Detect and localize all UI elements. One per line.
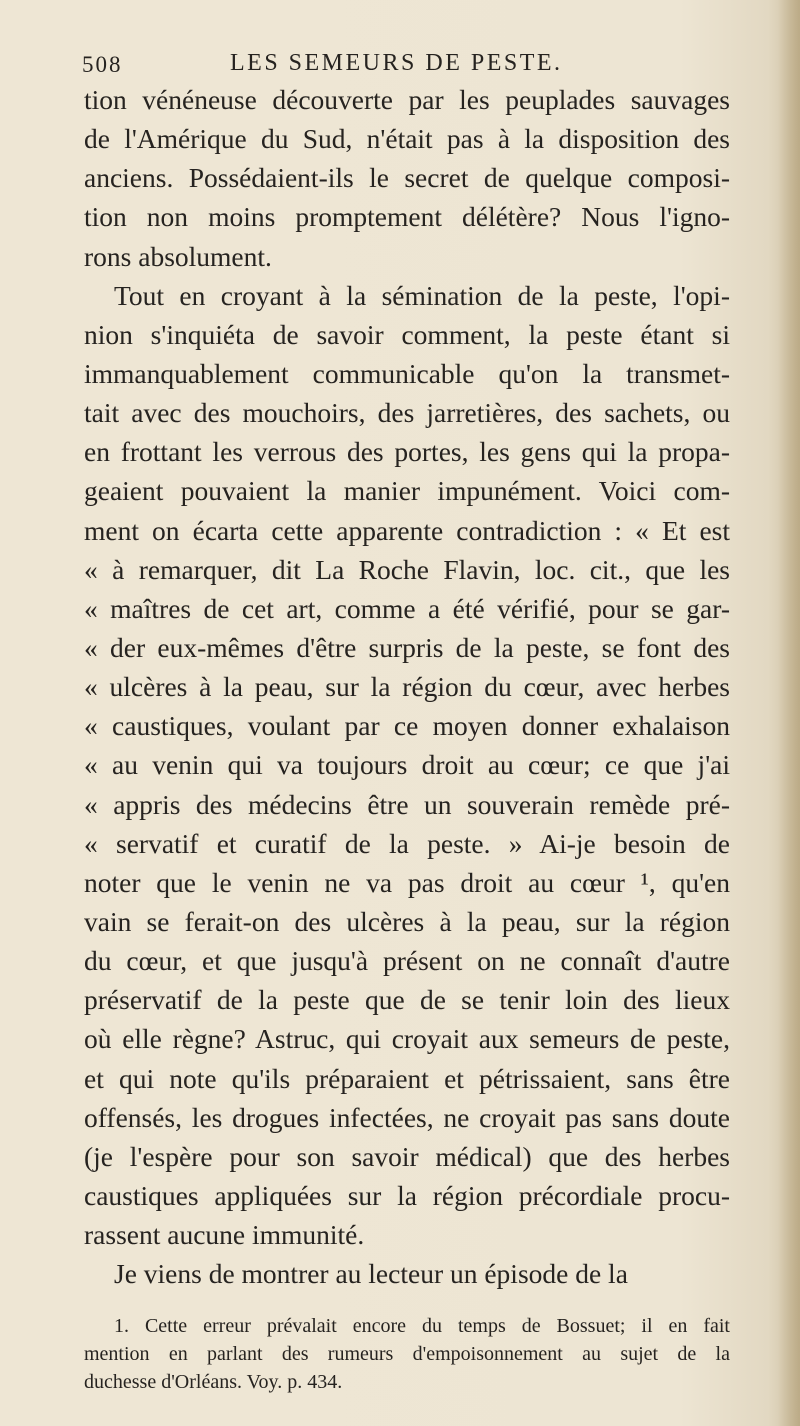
text-line: immanquablement communicable qu'on la transmet- [84, 357, 730, 389]
text-line: offensés, les drogues infectées, ne croyait pas sans doute [84, 1101, 730, 1133]
text-line: en frottant les verrous des portes, les gens qui la propa- [84, 436, 730, 468]
text-line: où elle règne? Astruc, qui croyait aux semeurs de peste, [84, 1023, 730, 1055]
text-line: « ulcères à la peau, sur la région du cœur, avec herbes [84, 671, 730, 703]
text-line: tion vénéneuse découverte par les peuplades sauvages [84, 84, 730, 115]
text-line: nion s'inquiéta de savoir comment, la peste étant si [84, 318, 730, 350]
text-line: rons absolument. [84, 240, 272, 272]
text-line: geaient pouvaient la manier impunément. Voici com- [84, 475, 730, 507]
text-line: « caustiques, voulant par ce moyen donner exhalaison [84, 710, 730, 742]
text-line: « au venin qui va toujours droit au cœur; ce que j'ai [84, 749, 730, 781]
page-edge-shadow [778, 0, 800, 1426]
text-line: tion non moins promptement délétère? Nous l'igno- [84, 201, 730, 233]
text-line: préservatif de la peste que de se tenir loin des lieux [84, 984, 730, 1016]
text-line: du cœur, et que jusqu'à présent on ne connaît d'autre [84, 945, 730, 977]
text-line: (je l'espère pour son savoir médical) que des herbes [84, 1140, 730, 1172]
text-line: « appris des médecins être un souverain remède pré- [84, 788, 730, 820]
text-line: vain se ferait-on des ulcères à la peau, sur la région [84, 905, 730, 937]
text-line: tait avec des mouchoirs, des jarretières, des sachets, ou [84, 397, 730, 429]
text-line: anciens. Possédaient-ils le secret de quelque composi- [84, 162, 730, 194]
text-line: ment on écarta cette apparente contradiction : « Et est [84, 514, 730, 546]
text-line: rassent aucune immunité. [84, 1219, 365, 1251]
text-line: et qui note qu'ils préparaient et pétrissaient, sans être [84, 1062, 730, 1094]
text-line: noter que le venin ne va pas droit au cœur ¹, qu'en [84, 866, 730, 898]
running-title: LES SEMEURS DE PESTE. [230, 50, 563, 76]
footnote-line: 1. Cette erreur prévalait encore du temps de Bossuet; il en fait [114, 1315, 730, 1337]
footnote-line: mention en parlant des rumeurs d'empoisonnement au sujet de la [84, 1343, 730, 1365]
text-line: Tout en croyant à la sémination de la peste, l'opi- [114, 279, 730, 311]
text-line: « maîtres de cet art, comme a été vérifié, pour se gar- [84, 592, 730, 624]
text-line: caustiques appliquées sur la région précordiale procu- [84, 1179, 730, 1211]
text-line: « à remarquer, dit La Roche Flavin, loc. cit., que les [84, 553, 730, 585]
footnote [84, 1312, 730, 1396]
page-number: 508 [82, 52, 123, 77]
body-text [84, 80, 730, 1293]
footnote-line: duchesse d'Orléans. Voy. p. 434. [84, 1371, 343, 1393]
text-line: « servatif et curatif de la peste. » Ai-je besoin de [84, 827, 730, 859]
text-line: « der eux-mêmes d'être surpris de la peste, se font des [84, 631, 730, 663]
text-line: Je viens de montrer au lecteur un épisode de la [114, 1258, 628, 1290]
text-line: de l'Amérique du Sud, n'était pas à la disposition des [84, 123, 730, 155]
